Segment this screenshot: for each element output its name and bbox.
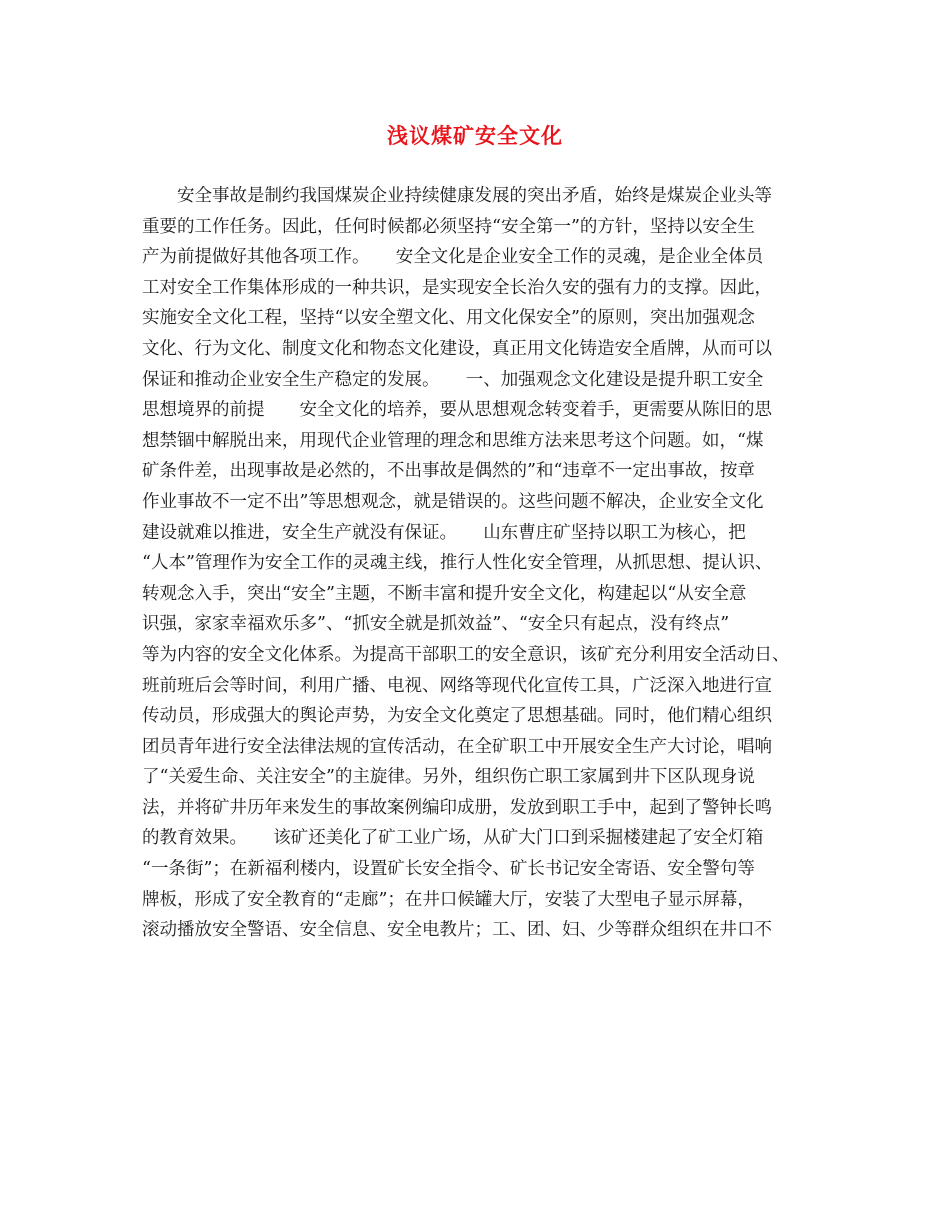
body-line: 等为内容的安全文化体系。为提高干部职工的安全意识，该矿充分利用安全活动日、: [142, 644, 790, 665]
body-line: 建设就难以推进，安全生产就没有保证。 山东曹庄矿坚持以职工为核心，把: [142, 522, 746, 543]
body-line: 团员青年进行安全法律法规的宣传活动，在全矿职工中开展安全生产大讨论，唱响: [142, 736, 772, 757]
body-line: “人本”管理作为安全工作的灵魂主线，推行人性化安全管理，从抓思想、提认识、: [142, 553, 773, 574]
body-line: 产为前提做好其他各项工作。 安全文化是企业安全工作的灵魂，是企业全体员: [142, 247, 764, 268]
body-line: 保证和推动企业安全生产稳定的发展。 一、加强观念文化建设是提升职工安全: [142, 369, 764, 390]
body-line: 的教育效果。 该矿还美化了矿工业广场，从矿大门口到采掘楼建起了安全灯箱: [142, 828, 764, 849]
body-line: “一条街”；在新福利楼内，设置矿长安全指令、矿长书记安全寄语、安全警句等: [142, 859, 755, 880]
document-body: [142, 181, 822, 946]
body-line: 识强，家家幸福欢乐多”、“抓安全就是抓效益”、“安全只有起点，没有终点”: [142, 614, 730, 635]
body-line: 传动员，形成强大的舆论声势，为安全文化奠定了思想基础。同时，他们精心组织: [142, 706, 772, 727]
body-line: 工对安全工作集体形成的一种共识，是实现安全长治久安的强有力的支撑。因此，: [142, 277, 772, 298]
body-line: 安全事故是制约我国煤炭企业持续健康发展的突出矛盾，始终是煤炭企业头等: [142, 186, 772, 206]
body-line: 重要的工作任务。因此，任何时候都必须坚持“安全第一”的方针，坚持以安全生: [142, 216, 755, 237]
body-line: 了“关爱生命、关注安全”的主旋律。另外，组织伤亡职工家属到井下区队现身说: [142, 767, 755, 788]
body-line: 法，并将矿井历年来发生的事故案例编印成册，发放到职工手中，起到了警钟长鸣: [142, 797, 772, 818]
body-line: 班前班后会等时间，利用广播、电视、网络等现代化宣传工具，广泛深入地进行宣: [142, 675, 772, 696]
body-line: 矿条件差，出现事故是必然的，不出事故是偶然的”和“违章不一定出事故，按章: [142, 461, 755, 482]
body-line: 牌板，形成了安全教育的“走廊”；在井口候罐大厅，安装了大型电子显示屏幕，: [142, 889, 755, 910]
body-line: 想禁锢中解脱出来，用现代企业管理的理念和思维方法来思考这个问题。如，“煤: [142, 430, 764, 451]
body-line: 转观念入手，突出“安全”主题，不断丰富和提升安全文化，构建起以“从安全意: [142, 583, 747, 604]
body-line: 思想境界的前提 安全文化的培养，要从思想观念转变着手，更需要从陈旧的思: [142, 400, 772, 421]
document-title: 浅议煤矿安全文化: [387, 123, 563, 148]
body-line: 作业事故不一定不出”等思想观念，就是错误的。这些问题不解决，企业安全文化: [142, 491, 764, 512]
body-line: 文化、行为文化、制度文化和物态文化建设，真正用文化铸造安全盾牌，从而可以: [142, 338, 772, 359]
body-line: 实施安全文化工程，坚持“以安全塑文化、用文化保安全”的原则，突出加强观念: [142, 308, 755, 329]
body-line: 滚动播放安全警语、安全信息、安全电教片；工、团、妇、少等群众组织在井口不: [142, 920, 772, 941]
